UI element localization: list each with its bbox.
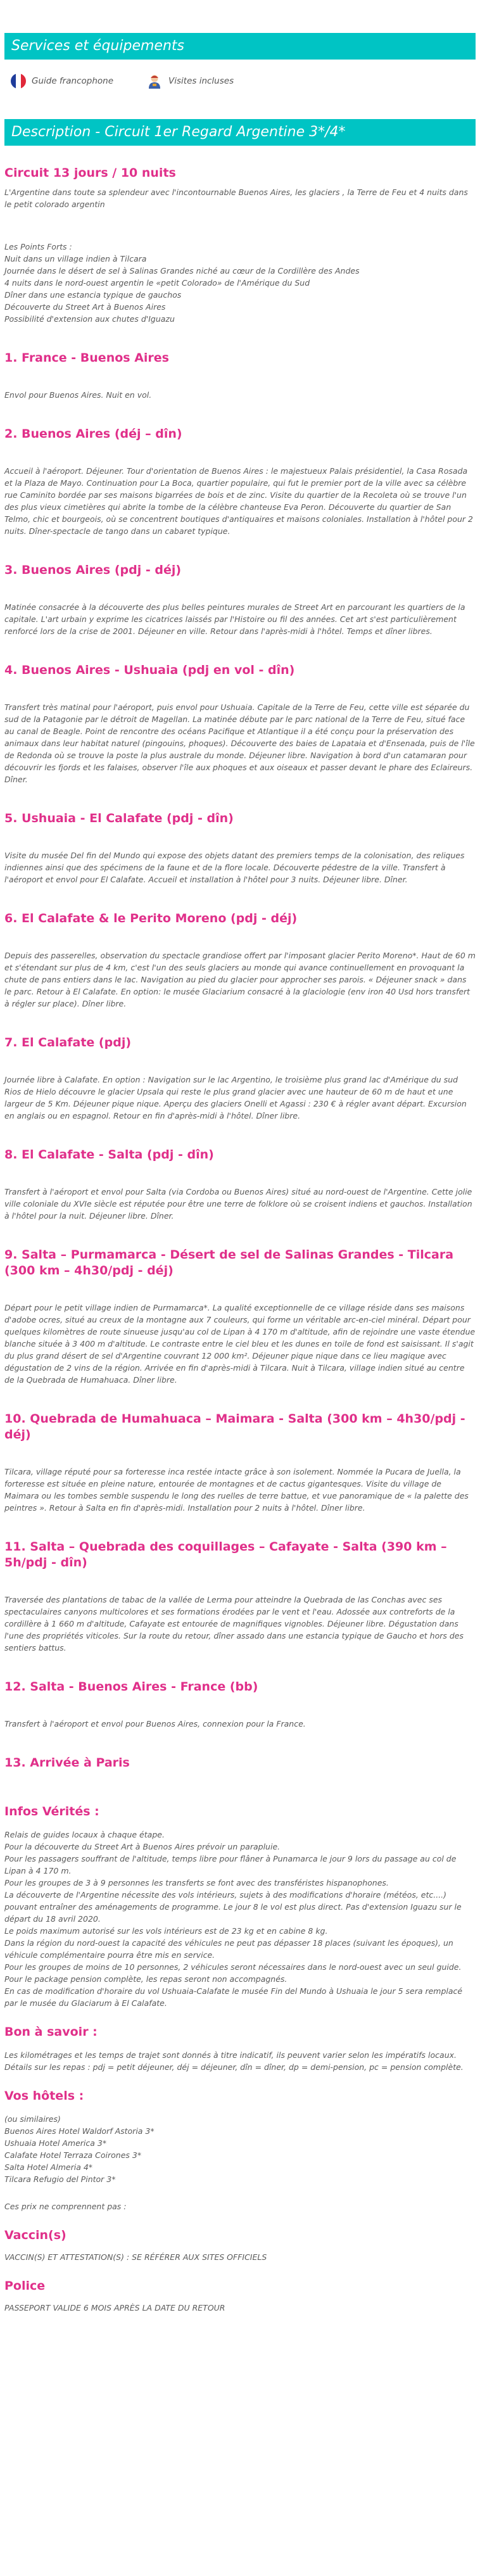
police-title: Police xyxy=(4,2279,46,2293)
info-line: La découverte de l'Argentine nécessite des vols intérieurs, sujets à des modifications d'horaire (météos, etc....) pouvant entraîner des aménagements de programme. Le jour 8 le vol est plus direct. Pas d'extension Iguazu sur le départ du 18 avril 2020. xyxy=(4,1890,462,1924)
point-item: 4 nuits dans le nord-ouest argentin le «petit Colorado» de l'Amérique du Sud xyxy=(4,278,310,288)
service-label: Guide francophone xyxy=(32,76,113,86)
day-title: 7. El Calafate (pdj) xyxy=(4,1036,132,1050)
day-title: 6. El Calafate & le Perito Moreno (pdj - déj) xyxy=(4,911,298,925)
day-text: Depuis des passerelles, observation du spectacle grandiose offert par l'imposant glacier Perito Moreno*. Haut de 60 m et s'étendant sur plus de 4 km, c'est l'un des seuls glaciers au monde qui avance continuellement en provoquant la chute de pans entiers dans le lac. Navigation au pied du glacier pour approcher ses parois. « Déjeuner snack » dans le parc. Retour à El Calafate. En option: le musée Glaciarium consacré à la glaciologie (env iron 40 Usd hors transfert à régler sur place). Dîner libre. xyxy=(4,951,476,1008)
services-banner: Services et équipements xyxy=(4,33,476,60)
hotel-line: Salta Hotel Almeria 4* xyxy=(4,2162,93,2172)
intro-text: L'Argentine dans toute sa splendeur avec l'incontournable Buenos Aires, les glaciers , la Terre de Feu et 4 nuits dans le petit colorado argentin xyxy=(4,187,468,209)
day-text: Transfert à l'aéroport et envol pour Buenos Aires, connexion pour la France. xyxy=(4,1719,306,1729)
service-label: Visites incluses xyxy=(168,76,234,86)
day-title: 8. El Calafate - Salta (pdj - dîn) xyxy=(4,1148,214,1162)
guide-person-icon xyxy=(146,73,163,89)
info-line: Dans la région du nord-ouest la capacité des véhicules ne peut pas dépasser 18 places (suivant les époques), un véhicule complémentaire pourra être mis en service. xyxy=(4,1938,453,1960)
day-text: Départ pour le petit village indien de Purmamarca*. La qualité exceptionnelle de ce village réside dans ses maisons d'adobe ocres, situé au creux de la montagne aux 7 couleurs, qui forme un véritable arc-en-ciel minéral. Départ pour quelques kilomètres de route sinueuse jusqu'au col de Lipan à 4 170 m d'altitude, afin de rejoindre une vaste étendue blanche située à 3 400 m d'altitude. Le contraste entre le ciel bleu et les dunes en toile de fond est saisissant. Il s'agit du plus grand désert de sel d'Argentine couvrant 12 000 km². Déjeuner pique nique dans ce lieu magique avec dégustation de 2 vins de la région. Arrivée en fin d'après-midi à Tilcara. Nuit à Tilcara, village indien situé au centre de la Quebrada de Humahuaca. Dîner libre. xyxy=(4,1303,476,1385)
service-item-guide xyxy=(11,73,113,89)
service-item-visits xyxy=(146,73,234,89)
point-item: Découverte du Street Art à Buenos Aires xyxy=(4,302,166,312)
day-text: Envol pour Buenos Aires. Nuit en vol. xyxy=(4,390,152,400)
services-list xyxy=(4,68,476,94)
info-line: Pour les groupes de 3 à 9 personnes les transferts se font avec des transféristes hispanophones. xyxy=(4,1878,389,1888)
info-line: Pour les passagers souffrant de l'altitude, temps libre pour flâner à Punamarca le jour 9 lors du passage au col de Lipan à 4 170 m. xyxy=(4,1854,457,1875)
french-flag-icon xyxy=(11,73,26,89)
points-header: Les Points Forts : xyxy=(4,242,72,251)
day-title: 5. Ushuaia - El Calafate (pdj - dîn) xyxy=(4,811,234,825)
day-text: Transfert très matinal pour l'aéroport, puis envol pour Ushuaia. Capitale de la Terre de Feu, cette ville est séparée du sud de la Patagonie par le détroit de Magellan. La matinée débute par le parc national de la Terre de Feu, situé face au canal de Beagle. Point de rencontre des océans Pacifique et Atlantique il a été conçu pour la préservation des animaux dans leur habitat naturel (pingouins, phoques). Découverte des baies de Lapataia et d'Ensenada, puis de l'île de Redonda où se trouve la poste la plus australe du monde. Déjeuner libre. Navigation à bord d'un catamaran pour découvrir les fjords et les falaises, observer l'île aux phoques et aux oiseaux et passer devant le phare des Eclaireurs. Dîner. xyxy=(4,702,475,784)
hotel-line: (ou similaires) xyxy=(4,2114,61,2124)
hotel-line: Calafate Hotel Terraza Coirones 3* xyxy=(4,2150,142,2160)
info-title: Infos Vérités : xyxy=(4,1805,99,1818)
info-line: Le poids maximum autorisé sur les vols intérieurs est de 23 kg et en cabine 8 kg. xyxy=(4,1926,328,1936)
hotel-line: Buenos Aires Hotel Waldorf Astoria 3* xyxy=(4,2126,155,2136)
day-title: 4. Buenos Aires - Ushuaia (pdj en vol - dîn) xyxy=(4,663,295,677)
page xyxy=(0,33,480,2314)
description-banner: Description - Circuit 1er Regard Argentine 3*/4* xyxy=(4,119,476,146)
bon-savoir-title: Bon à savoir : xyxy=(4,2025,98,2039)
day-title: 1. France - Buenos Aires xyxy=(4,351,169,365)
police-text: PASSEPORT VALIDE 6 MOIS APRÈS LA DATE DU RETOUR xyxy=(4,2303,225,2313)
day-text: Matinée consacrée à la découverte des plus belles peintures murales de Street Art en parcourant les quartiers de la capitale. L'art urbain y exprime les cicatrices laissés par l'Histoire ou fil des années. Cet art s'est particulièrement renforcé lors de la crise de 2001. Déjeuner en ville. Retour dans l'après-midi à l'hôtel. Temps et dîner libres. xyxy=(4,602,465,636)
vaccins-title: Vaccin(s) xyxy=(4,2228,66,2242)
hotel-line: Ushuaia Hotel America 3* xyxy=(4,2138,107,2148)
circuit-title: Circuit 13 jours / 10 nuits xyxy=(4,166,176,180)
day-title: 3. Buenos Aires (pdj - déj) xyxy=(4,563,182,577)
day-text: Journée libre à Calafate. En option : Navigation sur le lac Argentino, le troisième plus grand lac d'Amérique du sud Rios de Hielo découvre le glacier Upsala qui reste le plus grand glacier avec une hauteur de 60 m de haut et une largeur de 5 Km. Déjeuner pique nique. Aperçu des glaciers Onelli et Agassi : 230 € à régler avant départ. Excursion en anglais ou en espagnol. Retour en fin d'après-midi à l'hôtel. Dîner libre. xyxy=(4,1075,467,1120)
day-text: Accueil à l'aéroport. Déjeuner. Tour d'orientation de Buenos Aires : le majestueux Palais présidentiel, la Casa Rosada et la Plaza de Mayo. Continuation pour La Boca, quartier populaire, qui fut le premier port de la ville avec sa célèbre rue Caminito bordée par ses maisons bigarrées de bois et de zinc. Visite du quartier de la Recoleta où se trouve l'un des plus vieux cimetières qui abrite la tombe de la célèbre chanteuse Eva Peron. Découverte du quartier de San Telmo, chic et bourgeois, où se concentrent boutiques d'antiquaires et maisons coloniales. Installation à l'hôtel pour 2 nuits. Dîner-spectacle de tango dans un cabaret typique. xyxy=(4,466,473,536)
info-line: Pour le package pension complète, les repas seront non accompagnés. xyxy=(4,1974,287,1984)
hotel-line: Tilcara Refugio del Pintor 3* xyxy=(4,2174,116,2184)
info-line: Relais de guides locaux à chaque étape. xyxy=(4,1830,165,1839)
info-line: Pour la découverte du Street Art à Buenos Aires prévoir un parapluie. xyxy=(4,1842,281,1851)
day-title: 12. Salta - Buenos Aires - France (bb) xyxy=(4,1680,258,1694)
day-title: 2. Buenos Aires (déj – dîn) xyxy=(4,427,182,441)
bon-savoir-line: Les kilométrages et les temps de trajet sont donnés à titre indicatif, ils peuvent varier selon les impératifs locaux. xyxy=(4,2050,457,2060)
bon-savoir-line: Détails sur les repas : pdj = petit déjeuner, déj = déjeuner, dîn = dîner, dp = demi-pension, pc = pension complète. xyxy=(4,2062,464,2072)
day-text: Tilcara, village réputé pour sa forteresse inca restée intacte grâce à son isolement. Nommée la Pucara de Juella, la forteresse est située en pleine nature, entourée de montagnes et de cactus gigantesques. Visite du village de Maimara ou les tombes semble suspendu le long des ruelles de terre battue, et vue panoramique de « la palette des peintres ». Retour à Salta en fin d'après-midi. Installation pour 2 nuits à l'hôtel. Dîner libre. xyxy=(4,1467,469,1513)
point-item: Journée dans le désert de sel à Salinas Grandes niché au cœur de la Cordillère des Andes xyxy=(4,266,360,276)
info-line: En cas de modification d'horaire du vol Ushuaia-Calafate le musée Fin del Mundo à Ushuaia le jour 5 sera remplacé par le musée du Glaciarum à El Calafate. xyxy=(4,1986,463,2008)
point-item: Dîner dans une estancia typique de gauchos xyxy=(4,290,182,300)
day-title: 9. Salta – Purmamarca - Désert de sel de Salinas Grandes - Tilcara (300 km – 4h30/pdj - déj) xyxy=(4,1248,454,1278)
day-text: Visite du musée Del fin del Mundo qui expose des objets datant des premiers temps de la colonisation, des reliques indiennes ainsi que des spécimens de la faune et de la flore locale. Découverte pédestre de la ville. Transfert à l'aéroport et envol pour El Calafate. Accueil et installation à l'hôtel pour 3 nuits. Déjeuner libre. Dîner. xyxy=(4,851,465,884)
info-line: Pour les groupes de moins de 10 personnes, 2 véhicules seront nécessaires dans le nord-ouest avec un seul guide. xyxy=(4,1962,462,1972)
point-item: Nuit dans un village indien à Tilcara xyxy=(4,254,147,263)
day-text: Traversée des plantations de tabac de la vallée de Lerma pour atteindre la Quebrada de las Conchas avec ses spectaculaires canyons multicolores et ses formations érodées par le vent et l'eau. Adossée aux contreforts de la cordillère à 1 660 m d'altitude, Cafayate est entourée de magnifiques vignobles. Déjeuner libre. Dégustation dans l'une des propriétés viticoles. Sur la route du retour, dîner assado dans une estancia typique de Gaucho et hors des sentiers battus. xyxy=(4,1595,464,1653)
point-item: Possibilité d'extension aux chutes d'Iguazu xyxy=(4,314,175,324)
day-title: 13. Arrivée à Paris xyxy=(4,1756,130,1770)
prices-exclusions-label: Ces prix ne comprennent pas : xyxy=(4,2202,127,2211)
day-title: 10. Quebrada de Humahuaca – Maimara - Salta (300 km – 4h30/pdj - déj) xyxy=(4,1412,465,1442)
day-text: Transfert à l'aéroport et envol pour Salta (via Cordoba ou Buenos Aires) situé au nord-ouest de l'Argentine. Cette jolie ville coloniale du XVIe siècle est réputée pour être une terre de folklore où se croisent indiens et gauchos. Installation à l'hôtel pour la nuit. Déjeuner libre. Dîner. xyxy=(4,1187,472,1221)
vaccins-text: VACCIN(S) ET ATTESTATION(S) : SE RÉFÉRER AUX SITES OFFICIELS xyxy=(4,2252,267,2262)
hotels-title: Vos hôtels : xyxy=(4,2089,84,2103)
day-title: 11. Salta – Quebrada des coquillages – Cafayate - Salta (390 km – 5h/pdj - dîn) xyxy=(4,1540,447,1570)
